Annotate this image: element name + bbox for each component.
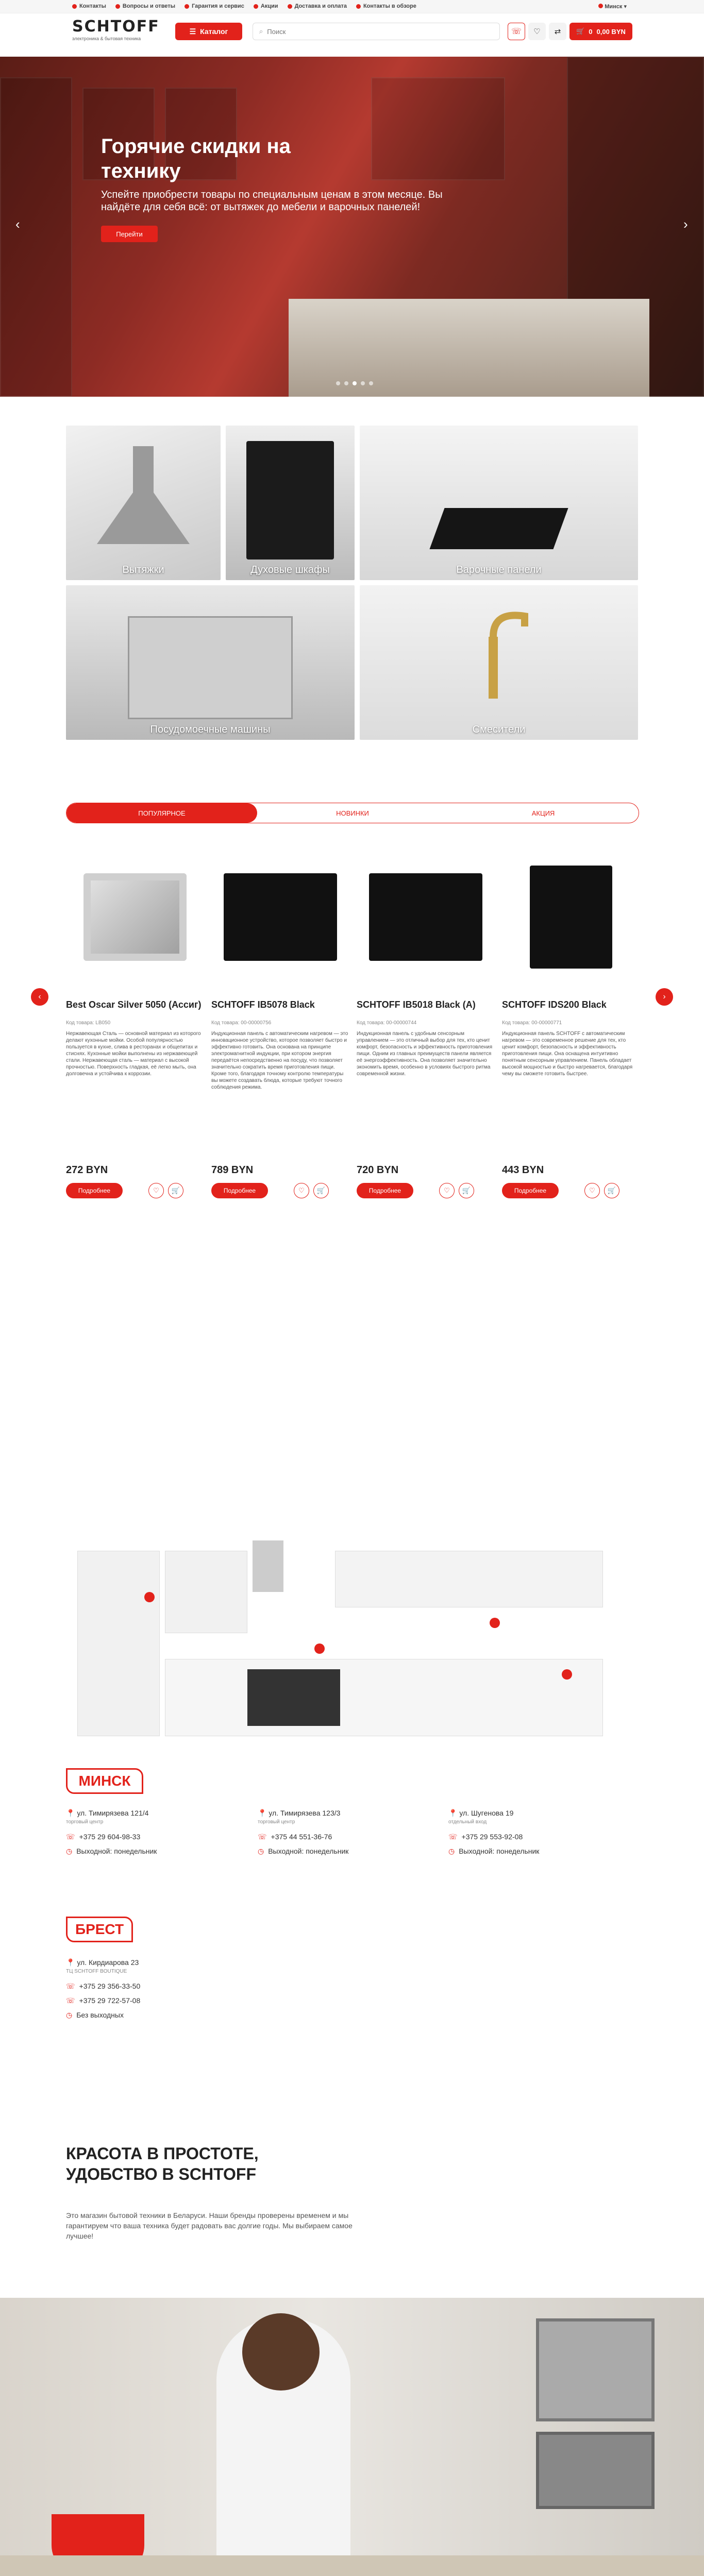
cart-icon: 🛒 <box>576 27 585 35</box>
product-image[interactable] <box>357 855 495 979</box>
product-price: 720 BYN <box>357 1164 399 1176</box>
product-image[interactable] <box>66 855 204 979</box>
hero-button[interactable]: Перейти <box>101 226 158 242</box>
faucet-image <box>432 606 566 719</box>
hotspot[interactable] <box>490 1618 500 1628</box>
topbar-link-contacts[interactable]: Контакты <box>72 3 106 9</box>
kitchen-illustration <box>77 1540 634 1736</box>
hero-dots <box>336 381 373 385</box>
pin-icon: 📍 <box>66 1958 75 1967</box>
phone-icon: ☏ <box>511 27 522 36</box>
phone-icon: ☏ <box>258 1833 267 1841</box>
store-card: 📍 ул. Кирдиарова 23 ТЦ SCHTOFF BOUTIQUE ☏ +375 29 356-33-50 ☏ +375 29 722-57-08 ◷ Без выходных <box>66 1958 141 2019</box>
phone-icon: ☏ <box>66 1996 75 2005</box>
add-to-cart-button[interactable] <box>459 1183 474 1198</box>
hotspot[interactable] <box>562 1669 572 1680</box>
topbar-link-delivery[interactable]: Доставка и оплата <box>288 3 347 9</box>
product-price: 789 BYN <box>211 1164 254 1176</box>
product-card <box>357 855 495 1194</box>
cart-icon: 🛒 <box>607 1187 616 1194</box>
city-minsk: МИНСК <box>66 1768 143 1794</box>
favorite-button[interactable] <box>294 1183 309 1198</box>
cart-icon: 🛒 <box>171 1187 180 1194</box>
product-code: Код товара: LB050 <box>66 1020 111 1026</box>
topbar-link-warranty[interactable]: Гарантия и сервис <box>185 3 244 9</box>
logo[interactable]: SCHTOFF <box>72 18 160 36</box>
hero-text: Успейте приобрести товары по специальным ценам в этом месяце. Вы найдёте для себя всё: от вытяжек до мебели и варочных панелей! <box>101 189 443 213</box>
product-description: Индукционная панель SCHTOFF с автоматическим нагревом — это современное решение для тех, кто ценит комфорт, безопасность и эффективность приготовления пищи. Она оснащена интуитивно понятным сенсорным управлением. Панель обладает высокой мощностью и быстро нагревается, благодаря чему вы сможете готовить быстрее. <box>502 1031 633 1077</box>
heart-icon: ♡ <box>589 1187 595 1194</box>
percent-icon <box>254 4 258 9</box>
phone-icon: ☏ <box>66 1982 75 1990</box>
store-card: 📍 ул. Шугенова 19 отдельный вход ☏ +375 29 553-92-08 ◷ Выходной: понедельник <box>448 1809 540 1855</box>
product-code: Код товара: 00-00000771 <box>502 1020 562 1026</box>
product-card <box>502 855 640 1194</box>
topbar-link-sales[interactable]: Акции <box>254 3 278 9</box>
slide-dot[interactable] <box>361 381 365 385</box>
store-address: 📍 ул. Тимирязева 123/3 <box>258 1809 341 1817</box>
product-image[interactable] <box>211 855 349 979</box>
oven-image <box>246 441 334 560</box>
hood-image <box>97 446 190 560</box>
store-hours: ◷ Выходной: понедельник <box>258 1847 349 1855</box>
cart-icon: 🛒 <box>462 1187 471 1194</box>
about-text: Это магазин бытовой техники в Беларуси. Наши бренды проверены временем и мы гарантируем что ваша техника будет радовать вас долгие годы. Мы выбираем самое лучшее! <box>66 2211 353 2240</box>
favorite-button[interactable] <box>439 1183 455 1198</box>
hotspot[interactable] <box>144 1592 155 1602</box>
store-card: 📍 ул. Тимирязева 121/4 торговый центр ☏ +375 29 604-98-33 ◷ Выходной: понедельник <box>66 1809 157 1855</box>
search-icon: ⌕ <box>259 27 263 35</box>
hero-prev-arrow[interactable]: ‹ <box>15 216 20 232</box>
clock-icon: ◷ <box>66 1847 73 1855</box>
region-select[interactable]: Минск ▾ <box>598 3 627 10</box>
phone-icon: ☏ <box>448 1833 458 1841</box>
store-card: 📍 ул. Тимирязева 123/3 торговый центр ☏ +375 44 551-36-76 ◷ Выходной: понедельник <box>258 1809 349 1855</box>
shield-icon <box>185 4 189 9</box>
hero-title: Горячие скидки на технику <box>101 135 291 182</box>
details-button[interactable]: Подробнее <box>357 1183 413 1198</box>
slide-dot[interactable] <box>369 381 373 385</box>
heart-icon: ♡ <box>444 1187 450 1194</box>
city-brest: БРЕСТ <box>66 1917 133 1942</box>
product-name[interactable]: Best Oscar Silver 5050 (Ассиг) <box>66 999 202 1010</box>
tab-new[interactable]: НОВИНКИ <box>336 809 369 817</box>
product-code: Код товара: 00-00000744 <box>357 1020 417 1026</box>
store-hours: ◷ Выходной: понедельник <box>448 1847 540 1855</box>
store-address: 📍 ул. Кирдиарова 23 <box>66 1958 139 1967</box>
truck-icon <box>288 4 292 9</box>
favorite-button[interactable] <box>148 1183 164 1198</box>
menu-icon: ☰ <box>189 27 196 36</box>
hob-image <box>429 508 568 549</box>
search-box[interactable] <box>253 23 500 40</box>
details-button[interactable]: Подробнее <box>66 1183 123 1198</box>
heart-icon: ♡ <box>153 1187 159 1194</box>
slide-dot[interactable] <box>353 381 357 385</box>
favorites-button[interactable] <box>528 23 546 40</box>
hero-next-arrow[interactable]: › <box>683 216 688 232</box>
products-prev-arrow[interactable]: ‹ <box>31 988 48 1006</box>
phone-icon: ☏ <box>66 1833 75 1841</box>
store-phone[interactable]: ☏ +375 44 551-36-76 <box>258 1833 332 1841</box>
pin-icon: 📍 <box>448 1809 458 1817</box>
product-description: Индукционная панель с удобным сенсорным управлением — это отличный выбор для тех, кто ценит комфорт, безопасность и эффективность приготовления пищи. Одним из главных преимуществ панели является её энергоэффективность. Она позволяет значительно экономить время, особенно в условиях быстрого ритма современной жизни. <box>357 1031 493 1077</box>
pin-icon <box>598 4 603 8</box>
phone-button[interactable] <box>508 23 525 40</box>
add-to-cart-button[interactable] <box>604 1183 619 1198</box>
category-faucets[interactable]: Смесители <box>360 585 638 740</box>
details-button[interactable]: Подробнее <box>211 1183 268 1198</box>
product-description: Индукционная панель с автоматическим нагревом — это инновационное устройство, которое позволяет быстро и эффективно готовить. Она основана на принципе электромагнитной индукции, при котором энергия передаётся непосредственно на посуду, что позволяет значительно сократить время приготовления пищи. Кроме того, благодаря точному контролю температуры вы можете создавать блюда, которые требуют точного соблюдения режима. <box>211 1031 348 1090</box>
pin-icon: 📍 <box>66 1809 75 1817</box>
category-hoods[interactable]: Вытяжки <box>66 426 221 580</box>
heart-icon: ♡ <box>298 1187 305 1194</box>
hotspot[interactable] <box>314 1643 325 1654</box>
product-card <box>66 855 204 1194</box>
store-phone[interactable]: ☏ +375 29 356-33-50 <box>66 1982 141 1990</box>
category-dishwashers[interactable]: Посудомоечные машины <box>66 585 355 740</box>
topbar-link-faq[interactable]: Вопросы и ответы <box>115 3 175 9</box>
store-address: 📍 ул. Шугенова 19 <box>448 1809 514 1817</box>
topbar-link-overview[interactable]: Контакты в обзоре <box>356 3 416 9</box>
clock-icon: ◷ <box>448 1847 455 1855</box>
store-address: 📍 ул. Тимирязева 121/4 <box>66 1809 149 1817</box>
clock-icon: ◷ <box>258 1847 264 1855</box>
pin-icon: 📍 <box>258 1809 267 1817</box>
product-price: 272 BYN <box>66 1164 108 1176</box>
slide-dot[interactable] <box>344 381 348 385</box>
tab-popular[interactable]: ПОПУЛЯРНОЕ <box>66 803 257 823</box>
store-phone[interactable]: ☏ +375 29 722-57-08 <box>66 1996 141 2005</box>
category-ovens[interactable]: Духовые шкафы <box>226 426 355 580</box>
about-photo <box>0 2298 704 2576</box>
about-title: КРАСОТА В ПРОСТОТЕ, УДОБСТВО В SCHTOFF <box>66 2144 259 2183</box>
store-hours: ◷ Выходной: понедельник <box>66 1847 157 1855</box>
product-card <box>211 855 349 1194</box>
store-hours: ◷ Без выходных <box>66 2011 124 2019</box>
top-bar <box>0 0 704 13</box>
product-name[interactable]: SCHTOFF IDS200 Black <box>502 999 607 1010</box>
cart-icon: 🛒 <box>316 1187 326 1194</box>
slide-dot[interactable] <box>336 381 340 385</box>
location-icon <box>72 4 77 9</box>
question-icon <box>115 4 120 9</box>
map-icon <box>356 4 361 9</box>
catalog-button[interactable]: ☰ Каталог <box>175 23 242 40</box>
heart-icon: ♡ <box>533 27 541 36</box>
product-price: 443 BYN <box>502 1164 544 1176</box>
store-phone[interactable]: ☏ +375 29 553-92-08 <box>448 1833 523 1841</box>
tab-sale[interactable]: АКЦИЯ <box>531 809 555 817</box>
product-description: Нержавеющая Сталь — основной материал из которого делают кухонные мойки. Особой популярностью пользуется в кухне, слива в ресторанах и общепитах и стиснях. Кухонные мойки выполнены из нержавеющей стали. Нержавеющая сталь — материал с высокой прочностью. Поверхность гладкая, её легко мыть, она долговечна и устойчива к коррозии. <box>66 1031 201 1077</box>
compare-icon: ⇄ <box>554 27 561 36</box>
search-input[interactable] <box>267 28 473 36</box>
compare-button[interactable] <box>549 23 566 40</box>
product-name[interactable]: SCHTOFF IB5078 Black <box>211 999 315 1010</box>
product-image[interactable] <box>502 855 640 979</box>
products-next-arrow[interactable]: › <box>656 988 673 1006</box>
product-code: Код товара: 00-00000756 <box>211 1020 272 1026</box>
dishwasher-image <box>128 616 293 719</box>
favorite-button[interactable] <box>584 1183 600 1198</box>
details-button[interactable]: Подробнее <box>502 1183 559 1198</box>
logo-subtitle: электроника & бытовая техника <box>72 36 141 41</box>
add-to-cart-button[interactable] <box>313 1183 329 1198</box>
product-name[interactable]: SCHTOFF IB5018 Black (A) <box>357 999 476 1010</box>
category-hobs[interactable]: Варочные панели <box>360 426 638 580</box>
product-tabs <box>66 803 639 823</box>
cart-button[interactable]: 🛒 0 0,00 BYN <box>569 23 632 40</box>
clock-icon: ◷ <box>66 2011 73 2019</box>
store-phone[interactable]: ☏ +375 29 604-98-33 <box>66 1833 141 1841</box>
add-to-cart-button[interactable] <box>168 1183 183 1198</box>
